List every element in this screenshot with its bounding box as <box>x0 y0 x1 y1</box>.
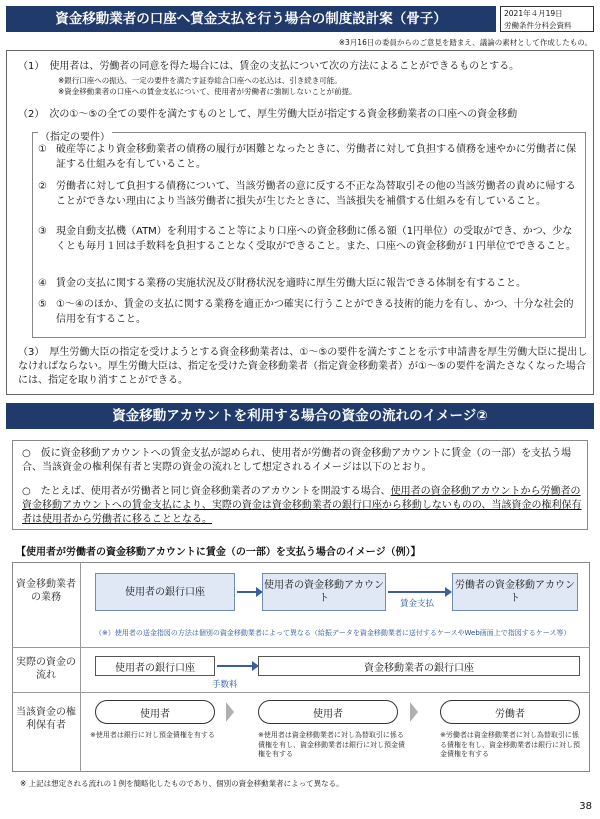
footer-note: ※ 上記は想定される流れの１例を簡略化したものであり、個別の資金移動業者によって異なる。 <box>20 779 344 788</box>
chevron-2 <box>410 702 418 722</box>
row-divider-2 <box>12 692 590 693</box>
bullet-2-underlined: 使用者の資金移動アカウントから労働者の資金移動アカウントへの賃金支払により、実際の資金は資金移動業者の銀行口座から移動しないものの、当該資金の権利保有者は使用者から労働者に移ることとなる。 <box>22 486 582 525</box>
requirement-text: 破産等により資金移動業者の債務の履行が困難となったときに、労働者に対して負担する債務を速やかに労働者に保証する仕組みを有していること。 <box>56 144 576 170</box>
requirement-number: ③ <box>38 226 47 237</box>
requirements-title: （指定の要件） <box>38 128 112 143</box>
chevron-1 <box>226 702 234 722</box>
employer-account-box: 使用者の資金移動アカウント <box>262 573 386 611</box>
date-line: 2021年４月19日 <box>504 9 563 18</box>
clause-1-note-1: ※銀行口座への振込、一定の要件を満たす証券総合口座への払込は、引き続き可能。 <box>58 76 342 85</box>
employer-bank-box-2: 使用者の銀行口座 <box>95 656 215 676</box>
bullet-1: ○ 仮に資金移動アカウントへの賃金支払が認められ、使用者が労働者の資金移動アカウントに賃金（の一部）を支払う場合、当該資金の権利保有者と実際の資金の流れとして想定されるイメージは以下のとおり。 <box>22 448 572 473</box>
arrow-1 <box>237 591 257 593</box>
date-box <box>500 6 594 32</box>
requirement-number: ⑤ <box>38 299 47 310</box>
fee-label: 手数料 <box>212 680 238 690</box>
row-divider-1 <box>12 647 590 648</box>
requirement-number: ① <box>38 144 47 155</box>
requirement-3 <box>38 225 578 254</box>
requirement-text: 賃金の支払に関する業務の実施状況及び財務状況を適時に厚生労働大臣に報告できる体制を有すること。 <box>56 278 526 289</box>
requirement-text: ①～④のほか、賃金の支払に関する業務を適正かつ確実に行うことができる技術的能力を有し、かつ、十分な社会的信用を有すること。 <box>56 299 574 325</box>
page-title: 資金移動業者の口座へ賃金支払を行う場合の制度設計案（骨子） <box>6 6 496 32</box>
page-number: 38 <box>579 801 592 812</box>
wage-payment-label: 賃金支払 <box>400 599 435 609</box>
requirement-number: ④ <box>38 278 47 289</box>
flow-title: 【使用者が労働者の資金移動アカウントに賃金（の一部）を支払う場合のイメージ（例）】 <box>16 547 421 558</box>
holder3-note: ※労働者は資金移動業者に対し為替取引に係る債権を有し、資金移動業者は銀行に対し預金債権を有する <box>440 731 580 758</box>
requirement-1 <box>38 143 578 172</box>
requirement-5 <box>38 298 578 327</box>
requirement-text: 労働者に対して負担する債務について、当該労働者の意に反する不正な為替取引その他の当該労働者の責めに帰することができない理由により当該労働者に損失が生じたときに、当該損失を補償する仕組みを有していること。 <box>56 181 576 207</box>
section-title: 資金移動アカウントを利用する場合の資金の流れのイメージ② <box>6 403 594 429</box>
row1-note: （※）使用者の送金指図の方法は個別の資金移動業者によって異なる（給振データを資金移動業者に送付するケースやWeb画面上で指図するケース等） <box>95 629 571 637</box>
clause-2: （2） 次の①～⑤の全ての要件を満たすものとして、厚生労働大臣が指定する資金移動業者の口座への資金移動 <box>18 109 518 120</box>
requirement-4 <box>38 277 578 292</box>
holder-employer-2: 使用者 <box>258 700 398 724</box>
requirement-2 <box>38 180 578 209</box>
clause-1-note-2: ※資金移動業者の口座への賃金支払について、使用者が労働者に強制しないことが前提。 <box>58 87 357 96</box>
clause-3: （3） 厚生労働大臣の指定を受けようとする資金移動業者は、①～⑤の要件を満たすことを示す申請書を厚生労働大臣に提出しなければならない。厚生労働大臣は、指定を受けた資金移動業者（指定資金移動業者）が①～⑤の要件を満たさなくなった場合には、指定を取り消すことができる。 <box>18 347 588 386</box>
flow-divider <box>80 562 81 772</box>
clause-1: （1） 使用者は、労働者の同意を得た場合には、賃金の支払について次の方法によることができるものとする。 <box>18 61 520 72</box>
meeting-line: 労働条件分科会資料 <box>504 20 572 30</box>
holder1-note: ※使用者は銀行に対し預金債権を有する <box>90 731 215 739</box>
holder-employer-1: 使用者 <box>95 700 215 724</box>
holder-worker: 労働者 <box>440 700 580 724</box>
bullet-2-lead: ○ たとえば、使用者が労働者と同じ資金移動業者のアカウントを開設する場合、 <box>22 486 391 497</box>
arrow-fee <box>217 665 253 667</box>
arrow-wage <box>388 591 446 593</box>
requirement-number: ② <box>38 181 47 192</box>
row-label-actual-flow: 実際の資金の流れ <box>16 657 76 681</box>
worker-account-box: 労働者の資金移動アカウント <box>452 573 578 611</box>
employer-bank-box: 使用者の銀行口座 <box>95 573 235 611</box>
operator-bank-box: 資金移動業者の銀行口座 <box>258 656 580 676</box>
header-note: ※3月16日の委員からのご意見を踏まえ、議論の素材として作成したもの。 <box>338 38 592 47</box>
requirement-text: 現金自動支払機（ATM）を利用すること等により口座への資金移動に係る額（1円単位）の受取ができ、かつ、少なくとも毎月１回は手数料を負担することなく受取ができること。また、口座への資金移動が１円単位でできること。 <box>56 226 576 252</box>
holder2-note: ※使用者は資金移動業者に対し為替取引に係る債権を有し、資金移動業者は銀行に対し預金債権を有する <box>258 731 405 758</box>
row-label-rights-holder: 当該資金の権利保有者 <box>16 707 76 731</box>
bullet-2 <box>22 485 582 527</box>
row-label-business: 資金移動業者の業務 <box>16 579 76 603</box>
